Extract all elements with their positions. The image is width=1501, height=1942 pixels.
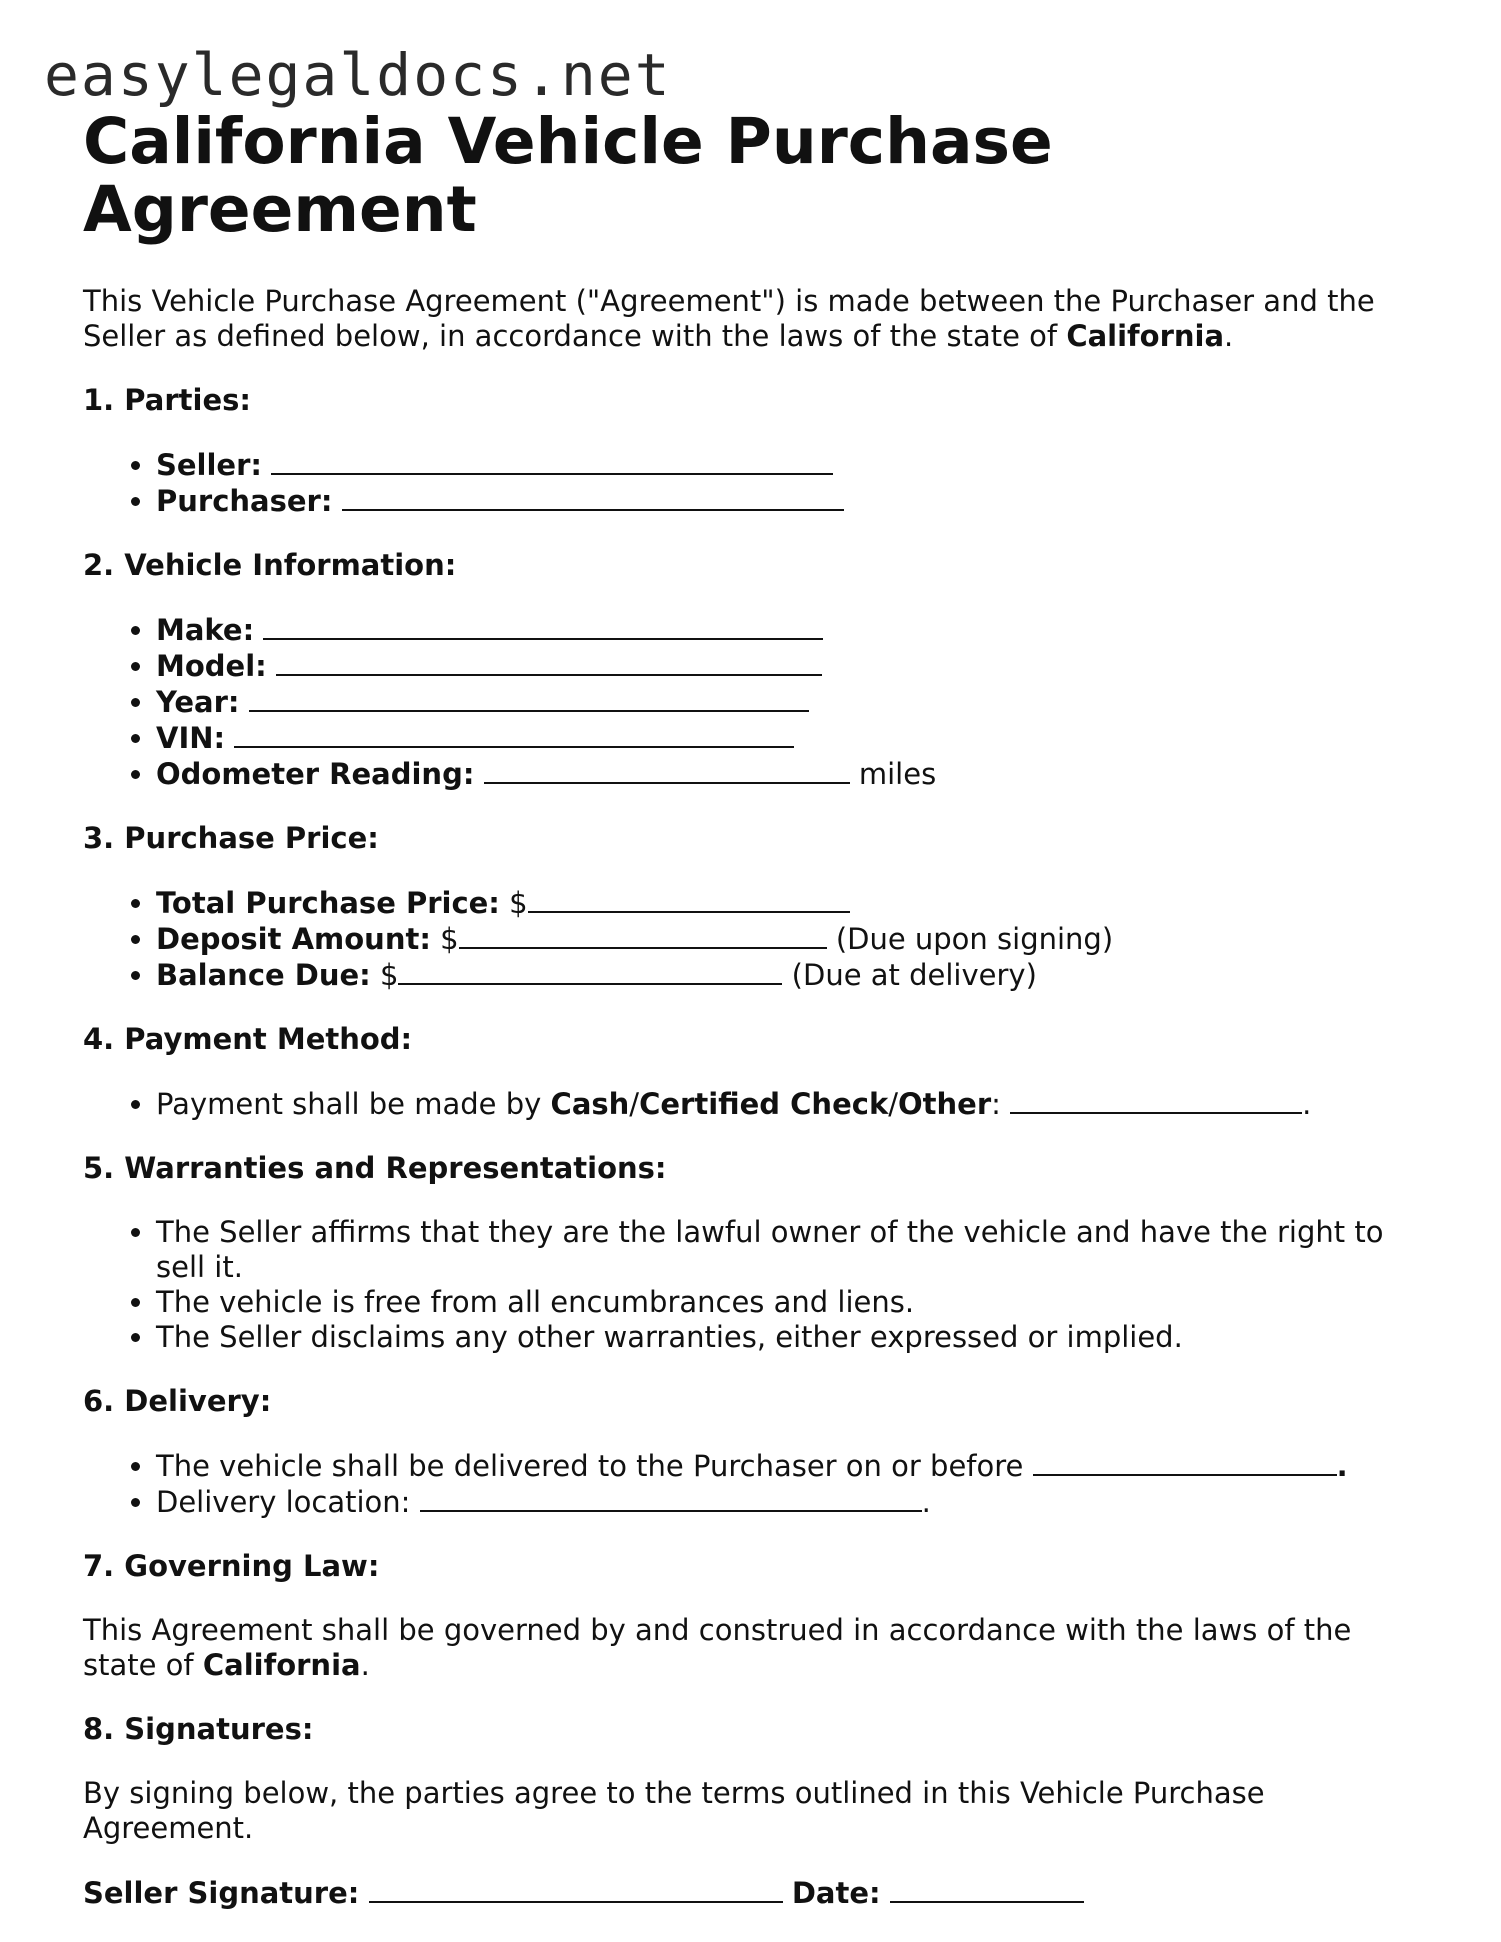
delivery-list xyxy=(83,1448,1423,1520)
payment-other-field[interactable] xyxy=(1010,1086,1302,1114)
list-item-deposit: • Deposit Amount: $ (Due upon signing) xyxy=(156,921,1423,957)
section-heading-parties: 1. Parties: xyxy=(83,383,251,417)
seller-name-field[interactable] xyxy=(271,447,833,475)
document xyxy=(83,105,1423,1940)
list-item-model: • Model: xyxy=(156,648,1423,684)
vin-field[interactable] xyxy=(234,720,794,748)
list-item-seller: • Seller: xyxy=(156,447,1423,483)
vehicle-list xyxy=(83,612,1423,792)
purchaser-name-field[interactable] xyxy=(342,483,844,511)
section-heading-warranties: 5. Warranties and Representations: xyxy=(83,1151,667,1185)
list-item-payment: • Payment shall be made by Cash/Certified Check/Other: . xyxy=(156,1086,1423,1122)
law-paragraph: This Agreement shall be governed by and construed in accordance with the laws of the state of California. xyxy=(83,1613,1352,1682)
list-item-year: • Year: xyxy=(156,684,1423,720)
year-field[interactable] xyxy=(249,684,809,712)
warranties-list xyxy=(83,1215,1423,1355)
odometer-field[interactable] xyxy=(484,756,850,784)
list-item: • The Seller disclaims any other warranties, either expressed or implied. xyxy=(156,1320,1423,1355)
section-heading-price: 3. Purchase Price: xyxy=(83,821,379,855)
seller-signature-field[interactable] xyxy=(369,1875,783,1903)
price-list xyxy=(83,885,1423,993)
list-item: • The Seller affirms that they are the lawful owner of the vehicle and have the right to sell it. xyxy=(156,1215,1423,1285)
list-item-delivery-date: • The vehicle shall be delivered to the Purchaser on or before . xyxy=(156,1448,1423,1484)
model-field[interactable] xyxy=(276,648,822,676)
list-item-balance: • Balance Due: $ (Due at delivery) xyxy=(156,957,1423,993)
section-heading-delivery: 6. Delivery: xyxy=(83,1384,272,1418)
signature-date-field[interactable] xyxy=(890,1875,1084,1903)
intro-state: California xyxy=(1066,319,1225,353)
list-item-purchaser: • Purchaser: xyxy=(156,483,1423,519)
signatures-paragraph: By signing below, the parties agree to the terms outlined in this Vehicle Purchase Agreement. xyxy=(83,1776,1265,1845)
delivery-location-field[interactable] xyxy=(420,1484,922,1512)
list-item-delivery-location: • Delivery location: . xyxy=(156,1484,1423,1520)
page-title: California Vehicle Purchase Agreement xyxy=(83,105,1053,246)
list-item: • The vehicle is free from all encumbrances and liens. xyxy=(156,1285,1423,1320)
make-field[interactable] xyxy=(263,612,823,640)
list-item-vin: • VIN: xyxy=(156,720,1423,756)
section-heading-payment: 4. Payment Method: xyxy=(83,1022,413,1056)
watermark: easylegaldocs.net xyxy=(44,41,672,109)
total-price-field[interactable] xyxy=(528,885,850,913)
balance-field[interactable] xyxy=(398,957,782,985)
seller-signature-line: Seller Signature: Date: xyxy=(83,1875,1423,1911)
list-item-make: • Make: xyxy=(156,612,1423,648)
section-heading-signatures: 8. Signatures: xyxy=(83,1712,314,1746)
parties-list xyxy=(83,447,1423,519)
list-item-total-price: • Total Purchase Price: $ xyxy=(156,885,1423,921)
list-item-odometer: • Odometer Reading: miles xyxy=(156,756,1423,792)
payment-list xyxy=(83,1086,1423,1122)
section-heading-vehicle: 2. Vehicle Information: xyxy=(83,548,457,582)
section-heading-law: 7. Governing Law: xyxy=(83,1549,380,1583)
delivery-date-field[interactable] xyxy=(1033,1448,1337,1476)
intro-paragraph: This Vehicle Purchase Agreement ("Agreement") is made between the Purchaser and the Seller as defined below, in accordance with the laws of the state of California. xyxy=(83,284,1375,353)
deposit-field[interactable] xyxy=(459,921,827,949)
